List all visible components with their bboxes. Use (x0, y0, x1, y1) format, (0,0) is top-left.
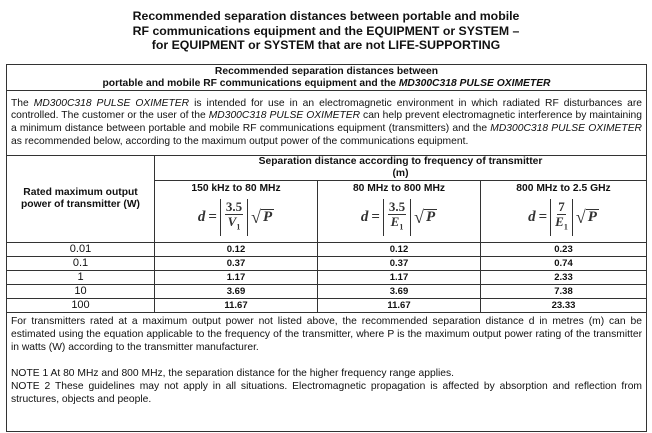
distance-cell: 1.17 (155, 271, 318, 285)
distance-cell: 3.69 (155, 285, 318, 299)
formula-denominator (228, 215, 241, 235)
formula-radicand: P (426, 209, 436, 226)
table-title-line-2 (7, 78, 646, 90)
intro-device-3: MD300C318 PULSE OXIMETER (490, 123, 642, 134)
distance-cell: 23.33 (481, 299, 647, 313)
formula-denominator (555, 215, 568, 235)
formula-denominator-var: E (390, 214, 400, 229)
band-label-3: 800 MHz to 2.5 GHz (516, 183, 611, 194)
power-cell: 0.1 (7, 257, 155, 271)
table-row (7, 299, 647, 313)
distance-cell: 11.67 (155, 299, 318, 313)
formula-denominator-var: V (227, 214, 237, 229)
band-cell-2 (318, 181, 481, 243)
power-cell: 10 (7, 285, 155, 299)
table-row (7, 285, 647, 299)
distance-cell: 0.12 (318, 243, 481, 257)
band-label-1: 150 kHz to 80 MHz (191, 183, 281, 194)
formula-radicand: P (263, 209, 273, 226)
distance-cell: 0.23 (481, 243, 647, 257)
distance-cell: 3.69 (318, 285, 481, 299)
table-title-line-1: Recommended separation distances between (214, 66, 439, 77)
power-cell: 100 (7, 299, 155, 313)
formula-band-1 (198, 199, 274, 236)
intro-text-1: The (11, 97, 34, 109)
formula-d: d (197, 208, 206, 225)
note-2: NOTE 2 These guidelines may not apply in all situations. Electromagnetic propagation is affected by absorption and reflection from structures, objects and people. (11, 380, 642, 406)
intro-text-2: is intended for use in an electromagnetic environment in which radiated RF disturbances are controlled. The customer or the user of the (11, 97, 642, 122)
formula-sqrt: √ P (251, 207, 273, 228)
distance-cell: 1.17 (318, 271, 481, 285)
table-row (7, 271, 647, 285)
distance-cell: 0.37 (318, 257, 481, 271)
table-title-prefix: portable and mobile RF communications equipment and the (102, 78, 399, 89)
table-title-device: MD300C318 PULSE OXIMETER (398, 78, 551, 89)
intro-paragraph (7, 91, 647, 156)
formula-equals: = (208, 208, 217, 225)
formula-d: d (360, 208, 369, 225)
formula-equals: = (371, 208, 380, 225)
formula-d: d (528, 208, 536, 225)
heading-line-3: for EQUIPMENT or SYSTEM that are not LIFE-SUPPORTING (151, 38, 501, 52)
formula-bracket (383, 199, 411, 236)
formula-band-2 (361, 199, 437, 236)
band-cell-1 (155, 181, 318, 243)
formula-sqrt: √ P (575, 207, 597, 228)
table-title (7, 65, 647, 91)
formula-equals: = (538, 208, 548, 225)
separation-distance-table (6, 64, 647, 432)
formula-band-3 (528, 199, 599, 236)
distance-cell: 2.33 (481, 271, 647, 285)
band-cell-3 (481, 181, 647, 243)
table-row (7, 243, 647, 257)
distance-cell: 11.67 (318, 299, 481, 313)
power-cell: 0.01 (7, 243, 155, 257)
footer-paragraph: For transmitters rated at a maximum output power not listed above, the recommended separation distance d in metres (m) can be estimated using the equation applicable to the frequency of the transmitter, where P is the maximum output power rating of the transmitter in watts (W) according to the transmitter manufacturer. (11, 316, 642, 354)
separation-header-line-2: (m) (392, 168, 409, 179)
formula-numerator: 3.5 (388, 199, 406, 214)
formula-denominator (391, 215, 404, 235)
rated-power-header: Rated maximum output power of transmitter (W) (7, 156, 155, 243)
intro-device-1: MD300C318 PULSE OXIMETER (33, 97, 190, 109)
formula-numerator: 7 (558, 199, 565, 214)
distance-cell: 0.12 (155, 243, 318, 257)
distance-cell: 0.74 (481, 257, 647, 271)
note-1: NOTE 1 At 80 MHz and 800 MHz, the separation distance for the higher frequency range applies. (11, 367, 455, 379)
formula-radicand: P (587, 209, 597, 226)
intro-device-2: MD300C318 PULSE OXIMETER (208, 110, 361, 122)
heading-line-2: RF communications equipment and the EQUIPMENT or SYSTEM – (132, 23, 520, 38)
formula-sqrt: √ P (414, 207, 436, 228)
formula-bracket (550, 199, 573, 236)
formula-bracket (220, 199, 248, 236)
table-row (7, 257, 647, 271)
formula-denominator-var: E (555, 214, 564, 229)
separation-distance-header (155, 156, 647, 181)
distance-cell: 0.37 (155, 257, 318, 271)
heading-line-1: Recommended separation distances between portable and mobile (132, 9, 520, 23)
formula-denominator-sub: 1 (399, 222, 404, 232)
intro-text-3: can help prevent electromagnetic interference by maintaining a minimum distance between portable and mobile RF communications equipment (transmitters) and the (11, 110, 642, 134)
formula-denominator-sub: 1 (563, 222, 568, 232)
band-label-2: 80 MHz to 800 MHz (352, 183, 446, 194)
separation-header-line-1: Separation distance according to frequency of transmitter (258, 156, 543, 167)
distance-cell: 7.38 (481, 285, 647, 299)
power-cell: 1 (7, 271, 155, 285)
formula-denominator-sub: 1 (236, 222, 241, 232)
footer-notes (7, 313, 647, 432)
document-heading (0, 9, 652, 53)
formula-numerator: 3.5 (225, 199, 243, 214)
intro-text-4: as recommended below, according to the maximum output power of the communications equipment. (11, 135, 469, 147)
